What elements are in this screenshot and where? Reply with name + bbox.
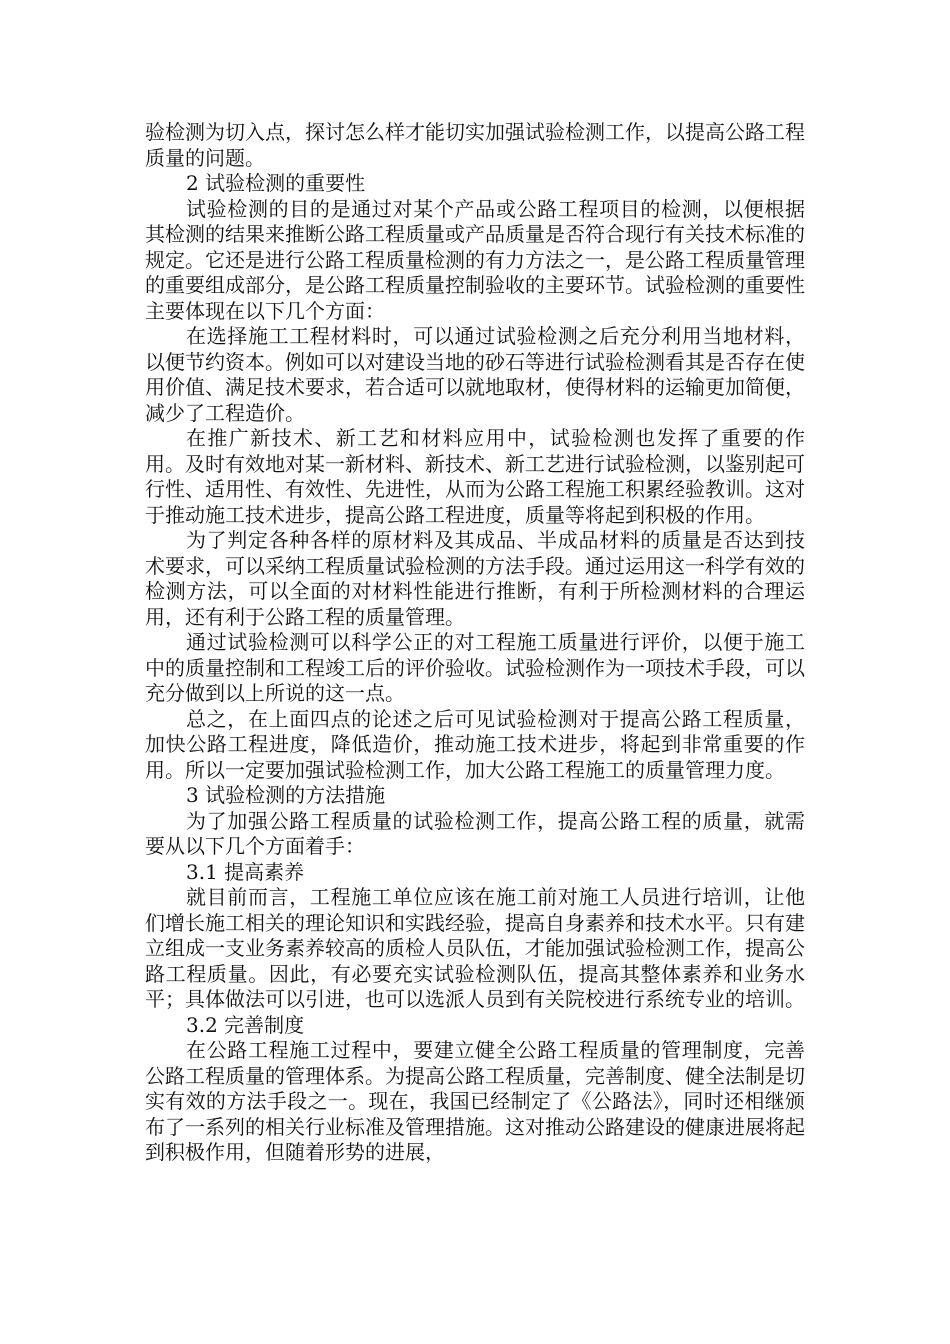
section-heading-3: 3 试验检测的方法措施 — [186, 783, 386, 807]
paragraph-intro-continued: 验检测为切入点，探讨怎么样才能切实加强试验检测工作，以提高公路工程质量的问题。 — [145, 120, 805, 170]
subsection-heading-3-1: 3.1 提高素养 — [186, 859, 305, 884]
paragraph-training: 就目前而言，工程施工单位应该在施工前对施工人员进行培训，让他们增长施工相关的理论知识和实践经验，提高自身素养和技术水平。只有建立组成一支业务素养较高的质检人员队伍，才能加强试验检测工作，提高公路工程质量。因此，有必要充实试验检测队伍，提高其整体素养和业务水平；具体做法可以引进，也可以选派人员到有关院校进行系统专业的培训。 — [145, 885, 805, 1011]
paragraph-new-tech: 在推广新技术、新工艺和材料应用中，试验检测也发挥了重要的作用。及时有效地对某一新材料、新技术、新工艺进行试验检测，以鉴别起可行性、适用性、有效性、先进性，从而为公路工程施工积累经验教训。这对于推动施工技术进步，提高公路工程进度，质量等将起到积极的作用。 — [145, 426, 805, 527]
section-heading-2: 2 试验检测的重要性 — [186, 171, 366, 195]
paragraph-quality-judgement: 为了判定各种各样的原材料及其成品、半成品材料的质量是否达到技术要求，可以采纳工程质量试验检测的方法手段。通过运用这一科学有效的检测方法，可以全面的对材料性能进行推断，有利于所检测材料的合理运用，还有利于公路工程的质量管理。 — [145, 528, 805, 629]
paragraph-methods-intro: 为了加强公路工程质量的试验检测工作，提高公路工程的质量，就需要从以下几个方面着手： — [145, 808, 805, 858]
paragraph-summary: 总之，在上面四点的论述之后可见试验检测对于提高公路工程质量，加快公路工程进度，降低造价，推动施工技术进步，将起到非常重要的作用。所以一定要加强试验检测工作，加大公路工程施工的质量管理力度。 — [145, 706, 805, 782]
document-page — [145, 120, 805, 1166]
subsection-heading-3-2: 3.2 完善制度 — [186, 1012, 305, 1037]
paragraph-materials: 在选择施工工程材料时，可以通过试验检测之后充分利用当地材料，以便节约资本。例如可以对建设当地的砂石等进行试验检测看其是否存在使用价值、满足技术要求，若合适可以就地取材，使得材料的运输更加简便，减少了工程造价。 — [145, 324, 805, 425]
paragraph-purpose: 试验检测的目的是通过对某个产品或公路工程项目的检测，以便根据其检测的结果来推断公路工程质量或产品质量是否符合现行有关技术标准的规定。它还是进行公路工程质量检测的有力方法之一，是公路工程质量管理的重要组成部分，是公路工程质量控制验收的主要环节。试验检测的重要性主要体现在以下几个方面： — [145, 196, 805, 323]
paragraph-evaluation: 通过试验检测可以科学公正的对工程施工质量进行评价，以便于施工中的质量控制和工程竣工后的评价验收。试验检测作为一项技术手段，可以充分做到以上所说的这一点。 — [145, 630, 805, 705]
paragraph-regulations: 在公路工程施工过程中，要建立健全公路工程质量的管理制度，完善公路工程质量的管理体系。为提高公路工程质量，完善制度、健全法制是切实有效的方法手段之一。现在，我国已经制定了《公路法》，同时还相继颁布了一系列的相关行业标准及管理措施。这对推动公路建设的健康进展将起到积极作用，但随着形势的进展， — [145, 1038, 805, 1164]
